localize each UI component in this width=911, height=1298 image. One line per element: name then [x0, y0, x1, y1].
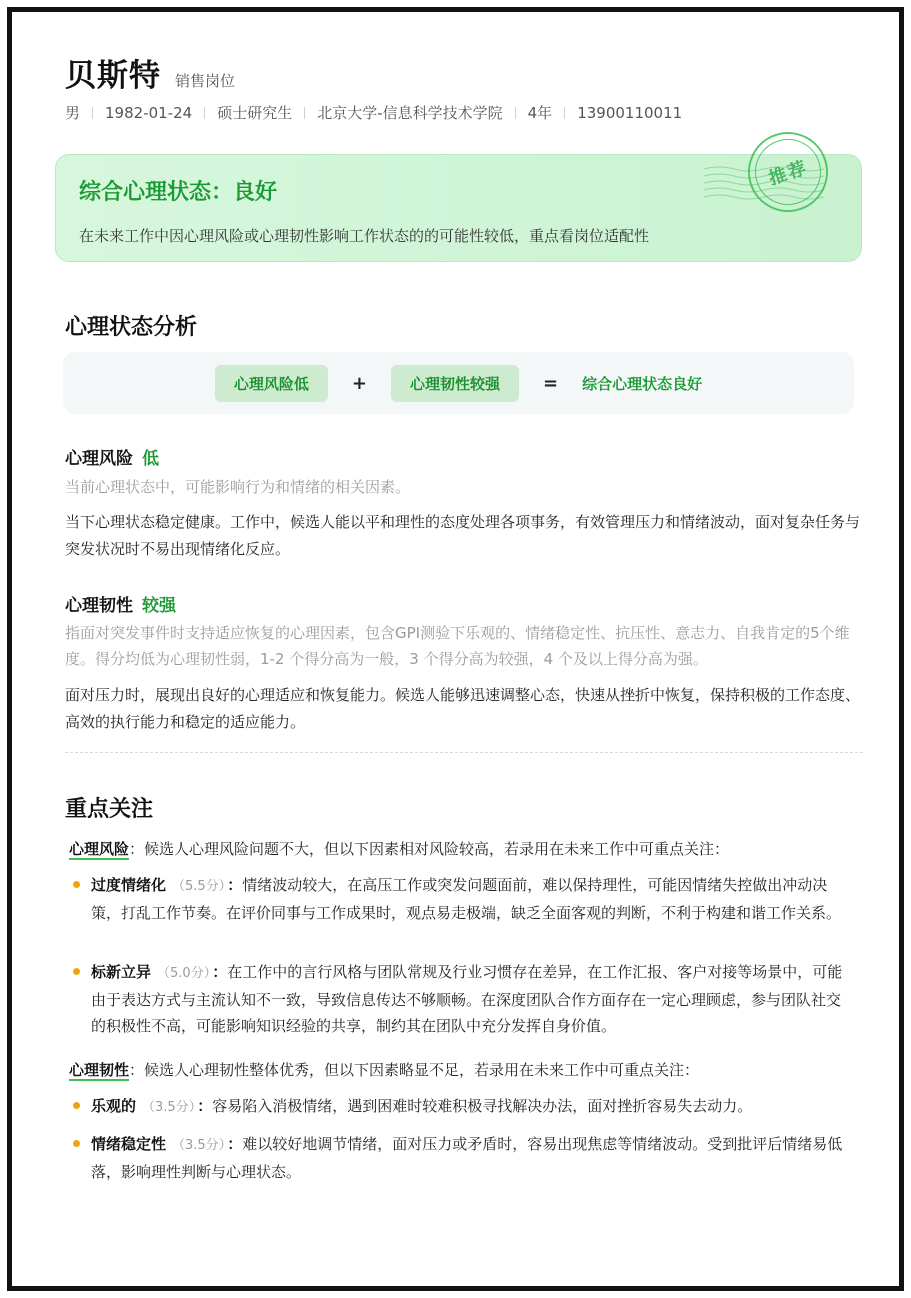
focus-resilience-lead-text: ：候选人心理韧性整体优秀，但以下因素略显不足，若录用在未来工作中可重点关注：	[129, 1061, 700, 1079]
summary-title: 综合心理状态：良好	[79, 180, 278, 205]
formula-plus: +	[351, 372, 367, 394]
info-separator	[564, 107, 565, 119]
page-frame	[7, 7, 904, 1291]
item-colon: ：	[197, 1097, 213, 1115]
risk-hint: 当前心理状态中，可能影响行为和情绪的相关因素。	[65, 478, 411, 496]
item-colon: ：	[227, 876, 243, 894]
resilience-level: 较强	[142, 596, 176, 616]
item-colon: ：	[227, 1135, 243, 1153]
info-separator	[515, 107, 516, 119]
summary-card	[55, 154, 862, 262]
item-name: 过度情绪化	[91, 876, 167, 894]
risk-description: 当下心理状态稳定健康。工作中，候选人能以平和理性的态度处理各项事务，有效管理压力和情绪波动，面对复杂任务与突发状况时不易出现情绪化反应。	[65, 513, 861, 558]
analysis-section-title: 心理状态分析	[65, 315, 198, 340]
risk-title: 心理风险	[65, 449, 133, 469]
focus-risk-item	[73, 872, 853, 926]
candidate-position: 销售岗位	[175, 72, 236, 90]
item-name: 标新立异	[91, 963, 152, 981]
focus-resilience-key: 心理韧性	[69, 1061, 130, 1079]
formula-risk-pill: 心理风险低	[215, 365, 328, 402]
section-divider	[65, 752, 863, 753]
item-score: （5.5分）	[172, 879, 226, 894]
info-phone: 13900110011	[577, 103, 683, 122]
focus-risk-key: 心理风险	[69, 840, 130, 858]
bullet-dot	[73, 1102, 80, 1109]
formula-result: 综合心理状态良好	[582, 374, 703, 393]
focus-resilience-lead	[69, 1059, 699, 1080]
item-text: 在工作中的言行风格与团队常规及行业习惯存在差异，在工作汇报、客户对接等场景中，可能由于表达方式与主流认知不一致，导致信息传达不够顺畅。在深度团队合作方面存在一定心理顾虑，参与团队社交的积极性不高，可能影响知识经验的共享，制约其在团队中充分发挥自身价值。	[91, 963, 843, 1035]
analysis-formula	[63, 352, 854, 414]
item-score: （5.0分）	[157, 966, 211, 981]
item-name: 乐观的	[91, 1097, 137, 1115]
item-text: 容易陷入消极情绪，遇到困难时较难积极寻找解决办法，面对挫折容易失去动力。	[212, 1097, 753, 1115]
candidate-name: 贝斯特	[65, 58, 161, 94]
focus-resilience-item	[73, 1093, 853, 1121]
info-separator	[204, 107, 205, 119]
focus-section-title: 重点关注	[65, 797, 154, 822]
resilience-description: 面对压力时，展现出良好的心理适应和恢复能力。候选人能够迅速调整心态，快速从挫折中恢复，保持积极的工作态度、高效的执行能力和稳定的适应能力。	[65, 686, 861, 731]
formula-resilience-pill: 心理韧性较强	[391, 365, 519, 402]
focus-risk-lead-text: ：候选人心理风险问题不大，但以下因素相对风险较高，若录用在未来工作中可重点关注：	[129, 840, 730, 858]
bullet-dot	[73, 968, 80, 975]
risk-level: 低	[142, 449, 159, 469]
item-text: 情绪波动较大，在高压工作或突发问题面前，难以保持理性，可能因情绪失控做出冲动决策，打乱工作节奏。在评价同事与工作成果时，观点易走极端，缺乏全面客观的判断，不利于构建和谐工作关系。	[91, 876, 842, 922]
item-score: （3.5分）	[172, 1138, 226, 1153]
focus-risk-item	[73, 959, 853, 1039]
item-colon: ：	[212, 963, 228, 981]
stamp-label: 推荐	[766, 157, 811, 190]
bullet-dot	[73, 1140, 80, 1147]
info-separator	[304, 107, 305, 119]
formula-equals: =	[543, 372, 559, 394]
item-name: 情绪稳定性	[91, 1135, 167, 1153]
info-gender: 男	[65, 104, 81, 122]
risk-heading	[65, 444, 159, 469]
candidate-info	[65, 102, 682, 123]
resilience-heading	[65, 591, 176, 616]
info-experience: 4年	[527, 104, 553, 122]
info-separator	[92, 107, 93, 119]
focus-risk-lead	[69, 838, 729, 859]
summary-description: 在未来工作中因心理风险或心理韧性影响工作状态的的可能性较低，重点看岗位适配性	[79, 227, 650, 245]
candidate-header	[65, 50, 235, 95]
info-degree: 硕士研究生	[217, 104, 293, 122]
resilience-title: 心理韧性	[65, 596, 133, 616]
info-birthdate: 1982-01-24	[105, 103, 193, 122]
info-school: 北京大学-信息科学技术学院	[317, 104, 503, 122]
bullet-dot	[73, 881, 80, 888]
focus-resilience-item	[73, 1131, 853, 1185]
resilience-hint: 指面对突发事件时支持适应恢复的心理因素，包含GPI测验下乐观的、情绪稳定性、抗压性、意志力、自我肯定的5个维度。得分均低为心理韧性弱，1-2 个得分高为一般，3 个得分高为较强，4 个及以上得分高为强。	[65, 624, 850, 668]
item-text: 难以较好地调节情绪，面对压力或矛盾时，容易出现焦虑等情绪波动。受到批评后情绪易低落，影响理性判断与心理状态。	[91, 1135, 843, 1181]
item-score: （3.5分）	[142, 1100, 196, 1115]
